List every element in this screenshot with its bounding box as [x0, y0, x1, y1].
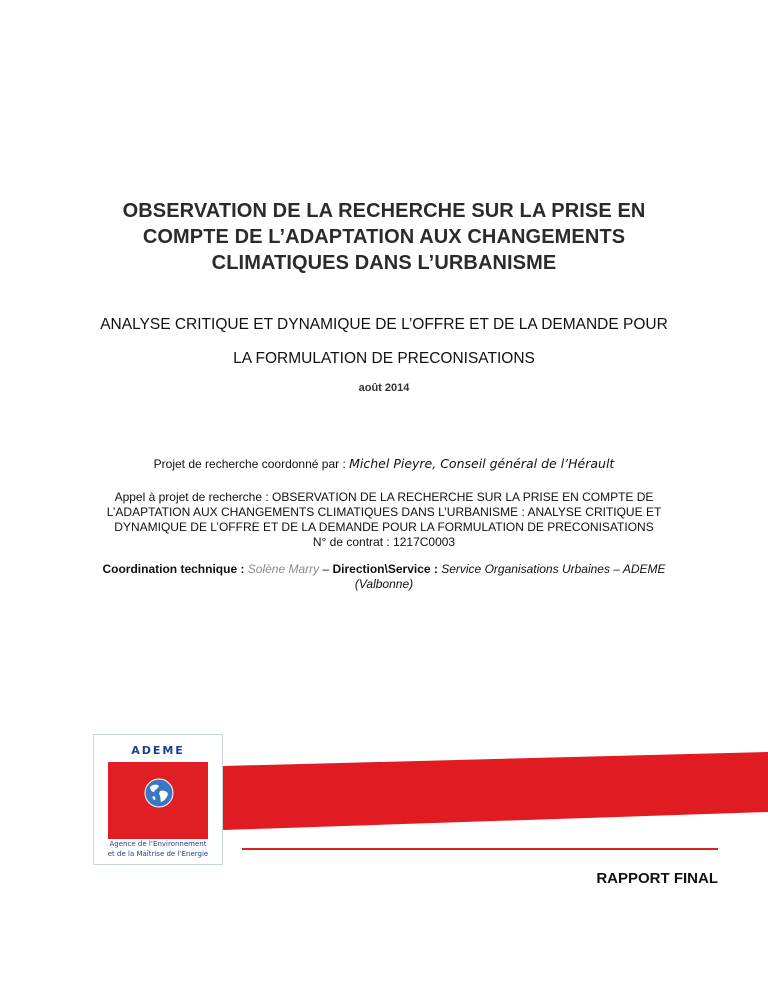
service-location: (Valbonne) — [354, 577, 414, 591]
tech-person: Solène Marry — [247, 562, 320, 576]
red-divider — [242, 848, 718, 850]
subtitle-line: ANALYSE CRITIQUE ET DYNAMIQUE DE L’OFFRE ET DE LA DEMANDE POUR — [100, 316, 668, 333]
logo-caption-line: et de la Maîtrise de l’Energie — [107, 849, 209, 858]
document-date: août 2014 — [358, 382, 410, 394]
appel-line: DYNAMIQUE DE L’OFFRE ET DE LA DEMANDE POUR LA FORMULATION DE PRECONISATIONS — [114, 520, 654, 534]
title-line: CLIMATIQUES DANS L’URBANISME — [211, 252, 557, 274]
title-line: COMPTE DE L’ADAPTATION AUX CHANGEMENTS — [142, 226, 626, 248]
appel-a-projet — [0, 490, 768, 550]
logo-wordmark: ADEME — [131, 744, 185, 757]
globe-icon — [144, 778, 174, 808]
logo-caption-line: Agence de l’Environnement — [109, 840, 207, 848]
logo-red-square — [108, 762, 208, 839]
report-type-label: RAPPORT FINAL — [596, 870, 718, 887]
coordination-label: Projet de recherche coordonné par : — [153, 457, 350, 471]
appel-line: L’ADAPTATION AUX CHANGEMENTS CLIMATIQUES DANS L’URBANISME : ANALYSE CRITIQUE ET — [106, 505, 662, 519]
subtitle-line: LA FORMULATION DE PRECONISATIONS — [233, 350, 535, 367]
title-line: OBSERVATION DE LA RECHERCHE SUR LA PRISE EN — [122, 200, 646, 222]
ademe-logo — [93, 734, 223, 865]
contract-number: N° de contrat : 1217C0003 — [312, 535, 456, 549]
document-title — [0, 198, 768, 276]
tech-separator: – — [319, 562, 333, 576]
coordination-line — [0, 456, 768, 471]
service-label: Direction\Service : — [332, 562, 442, 576]
service-name: Service Organisations Urbaines – ADEME — [441, 562, 666, 576]
coordinator-name: Michel Pieyre, Conseil général de l’Hérault — [349, 456, 615, 471]
technical-coordination — [0, 562, 768, 592]
tech-label: Coordination technique : — [102, 562, 248, 576]
document-subtitle — [0, 308, 768, 376]
logo-caption — [94, 840, 222, 859]
appel-line: Appel à projet de recherche : OBSERVATION DE LA RECHERCHE SUR LA PRISE EN COMPTE DE — [114, 490, 654, 504]
